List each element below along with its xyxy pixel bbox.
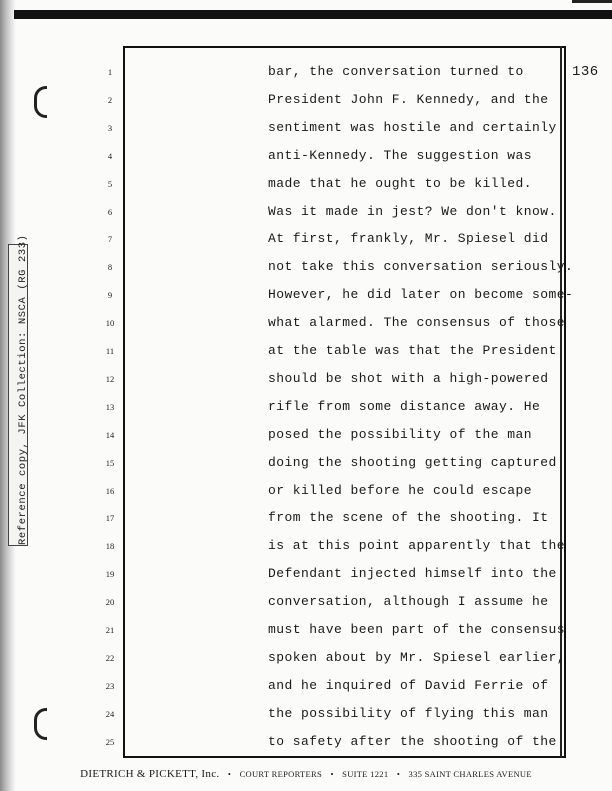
transcript-line: the possibility of flying this man	[268, 705, 549, 721]
line-number: 17	[105, 513, 115, 524]
line-number: 10	[105, 318, 115, 329]
transcript-line: At first, frankly, Mr. Spiesel did	[268, 231, 549, 247]
line-number: 11	[105, 346, 115, 356]
transcript-line: However, he did later on become some-	[268, 287, 574, 303]
line-number: 25	[105, 736, 115, 747]
reporter-footer	[0, 768, 612, 780]
line-number: 2	[107, 94, 113, 105]
line-number: 24	[105, 708, 115, 719]
transcript-line: rifle from some distance away. He	[268, 398, 541, 414]
footer-service: COURT REPORTERS	[239, 769, 323, 779]
line-number: 9	[107, 290, 113, 301]
transcript-line: made that he ought to be killed.	[268, 175, 533, 191]
transcript-line: bar, the conversation turned to	[268, 64, 524, 79]
line-number: 21	[105, 625, 115, 635]
transcript-line: to safety after the shooting of the	[268, 733, 557, 749]
transcript-line: anti-Kennedy. The suggestion was	[268, 147, 533, 163]
line-number: 20	[105, 597, 115, 608]
footer-separator: •	[227, 769, 232, 779]
line-number: 5	[107, 178, 113, 189]
transcript-line: should be shot with a high-powered	[268, 370, 549, 386]
transcript-line: Defendant injected himself into the	[268, 566, 557, 582]
transcript-line: posed the possibility of the man	[268, 426, 533, 442]
footer-separator: •	[330, 769, 334, 779]
line-number: 6	[107, 206, 113, 217]
footer-suite: SUITE 1221	[342, 769, 389, 779]
transcript-line: must have been part of the consensus	[268, 622, 566, 637]
transcript-line: what alarmed. The consensus of those	[268, 315, 566, 331]
line-number: 15	[105, 457, 115, 468]
transcript-line: is at this point apparently that the	[268, 538, 566, 554]
corner-mark	[572, 0, 612, 3]
transcript-line: from the scene of the shooting. It	[268, 510, 549, 526]
line-number: 22	[105, 652, 115, 663]
transcript-line: spoken about by Mr. Spiesel earlier,	[268, 649, 566, 665]
transcript-line: President John F. Kennedy, and the	[268, 91, 549, 107]
line-number: 18	[105, 541, 115, 552]
line-number: 23	[105, 680, 115, 691]
binder-hole-mark	[34, 708, 47, 740]
transcript-line: conversation, although I assume he	[268, 594, 549, 610]
transcript-line: not take this conversation seriously.	[268, 259, 574, 275]
footer-separator: •	[396, 769, 401, 779]
transcript-line: or killed before he could escape	[268, 482, 533, 498]
line-number: 4	[107, 150, 113, 161]
line-number: 14	[105, 429, 115, 440]
line-number: 12	[105, 373, 115, 384]
page-number: 136	[572, 64, 599, 80]
line-number: 1	[107, 67, 113, 77]
transcript-line: doing the shooting getting captured	[268, 454, 557, 470]
line-number: 13	[105, 401, 115, 412]
line-number: 16	[105, 485, 115, 496]
transcript-line: at the table was that the President	[268, 343, 557, 358]
transcript-line: sentiment was hostile and certainly	[268, 119, 557, 135]
top-border-bar	[14, 10, 612, 19]
binder-hole-mark	[34, 86, 47, 118]
line-number: 8	[107, 262, 113, 273]
transcript-line: and he inquired of David Ferrie of	[268, 677, 549, 693]
transcript-line: Was it made in jest? We don't know.	[268, 203, 557, 219]
line-number: 19	[105, 569, 115, 580]
footer-firm: DIETRICH & PICKETT, Inc.	[80, 768, 220, 780]
line-number: 3	[107, 122, 113, 133]
footer-address: 335 SAINT CHARLES AVENUE	[408, 769, 532, 779]
line-number: 7	[107, 234, 113, 245]
reference-stamp-text: Reference copy, JFK Collection: NSCA (RG 233)	[17, 234, 29, 545]
